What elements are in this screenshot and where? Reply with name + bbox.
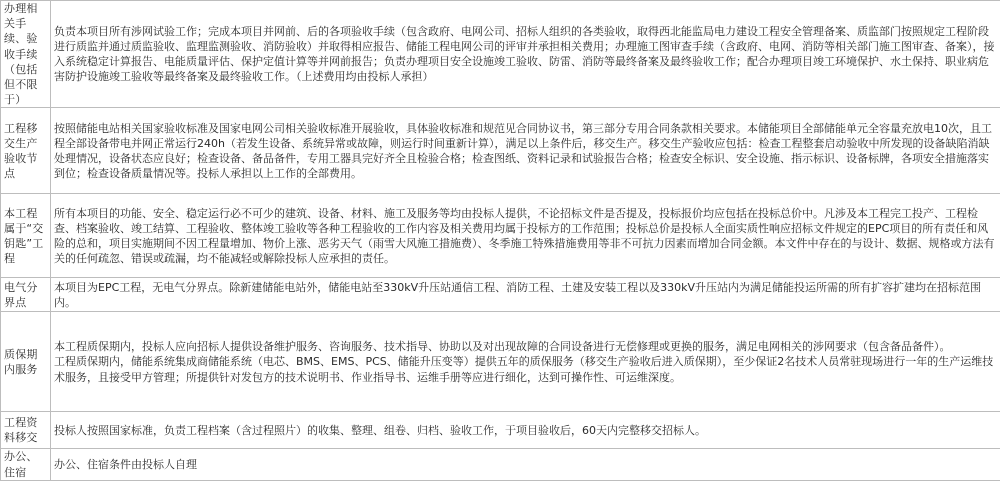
table-row <box>1 108 1000 194</box>
row-content: 负责本项目所有涉网试验工作；完成本项目并网前、后的各项验收手续（包含政府、电网公司、招标人组织的各类验收，取得西北能监局电力建设工程安全管理备案、质监部门按照规定工程阶段进行质监并通过质监验收、监理监测验收、消防验收）并取得相应报告、储能工程电网公司的评审并承担相关费用；办理施工图审查手续（含政府、电网、消防等相关部门施工图审查、备案），接入系统稳定计算报告、电能质量评估、保护定值计算等并网前报告；负责办理项目安全设施竣工验收、防雷、消防等最终备案及最终验收工作；配合办理项目竣工环境保护、水土保持、职业病危害防护设施竣工验收等最终备案及最终验收工作。（上述费用均由投标人承担） <box>51 1 1000 108</box>
table-row <box>1 194 1000 278</box>
row-label: 工程移交生产验收节点 <box>1 108 51 194</box>
row-label: 质保期内服务 <box>1 312 51 412</box>
table-row <box>1 412 1000 449</box>
row-content: 办公、住宿条件由投标人自理 <box>51 449 1000 480</box>
row-label: 办公、住宿 <box>1 449 51 480</box>
table-row <box>1 278 1000 312</box>
row-label: 工程资料移交 <box>1 412 51 449</box>
table-row <box>1 1 1000 108</box>
row-content: 本项目为EPC工程，无电气分界点。除新建储能电站外，储能电站至330kV升压站通信工程、消防工程、土建及安装工程以及330kV升压站内为满足储能投运所需的所有扩容扩建均在招标范围内。 <box>51 278 1000 312</box>
row-content-paragraph: 本工程质保期内，投标人应向招标人提供设备维护服务、咨询服务、技术指导、协助以及对出现故障的合同设备进行无偿修理或更换的服务，满足电网相关的涉网要求（包含备品备件）。 <box>54 339 997 354</box>
row-content: 所有本项目的功能、安全、稳定运行必不可少的建筑、设备、材料、施工及服务等均由投标人提供，不论招标文件是否提及，投标报价均应包括在投标总价中。凡涉及本工程完工投产、工程检查、档案验收、竣工结算、工程验收、整体竣工验收等各种工程验收的工作内容及相关费用均属于投标方的工作范围；投标总价是投标人全面实质性响应招标文件规定的EPC项目的所有责任和风险的总和，项目实施期间不因工程量增加、物价上涨、恶劣天气（雨雪大风施工措施费）、冬季施工特殊措施费用等非不可抗力因素而增加合同金额。本文件中存在的与设计、数据、规格或方法有关的任何疏忽、错误或疏漏，均不能减轻或解除投标人应承担的责任。 <box>51 194 1000 278</box>
row-content <box>51 312 1000 412</box>
row-content-paragraph: 工程质保期内，储能系统集成商储能系统（电芯、BMS、EMS、PCS、储能升压变等）提供五年的质保服务（移交生产验收后进入质保期），至少保证2名技术人员常驻现场进行一年的生产运维技术服务，且接受甲方管理；所提供针对发包方的技术说明书、作业指导书、运维手册等应进行细化，达到可操作性、可运维深度。 <box>54 354 997 384</box>
row-label: 电气分界点 <box>1 278 51 312</box>
table-row <box>1 312 1000 412</box>
table-row <box>1 449 1000 480</box>
row-content: 投标人按照国家标准，负责工程档案（含过程照片）的收集、整理、组卷、归档、验收工作，于项目验收后，60天内完整移交招标人。 <box>51 412 1000 449</box>
row-label: 本工程属于“交钥匙”工程 <box>1 194 51 278</box>
row-label: 办理相关手续、验收手续（包括但不限于） <box>1 1 51 108</box>
row-content: 按照储能电站相关国家验收标准及国家电网公司相关验收标准开展验收，具体验收标准和规范见合同协议书，第三部分专用合同条款相关要求。本储能项目全部储能单元全容量充放电10次，且工程全部设备带电并网正常运行240h（若发生设备、系统异常或故障，则运行时间重新计算），满足以上条件后，移交生产。移交生产验收应包括：检查工程整套启动验收中所发现的设备缺陷消缺处理情况，设备状态应良好；检查设备、备品备件，专用工器具完好齐全且检验合格；检查图纸、资料记录和试验报告合格；检查安全标识、安全设施、指示标识、设备标牌，各项安全措施落实到位；检查设备质量情况等。投标人承担以上工作的全部费用。 <box>51 108 1000 194</box>
